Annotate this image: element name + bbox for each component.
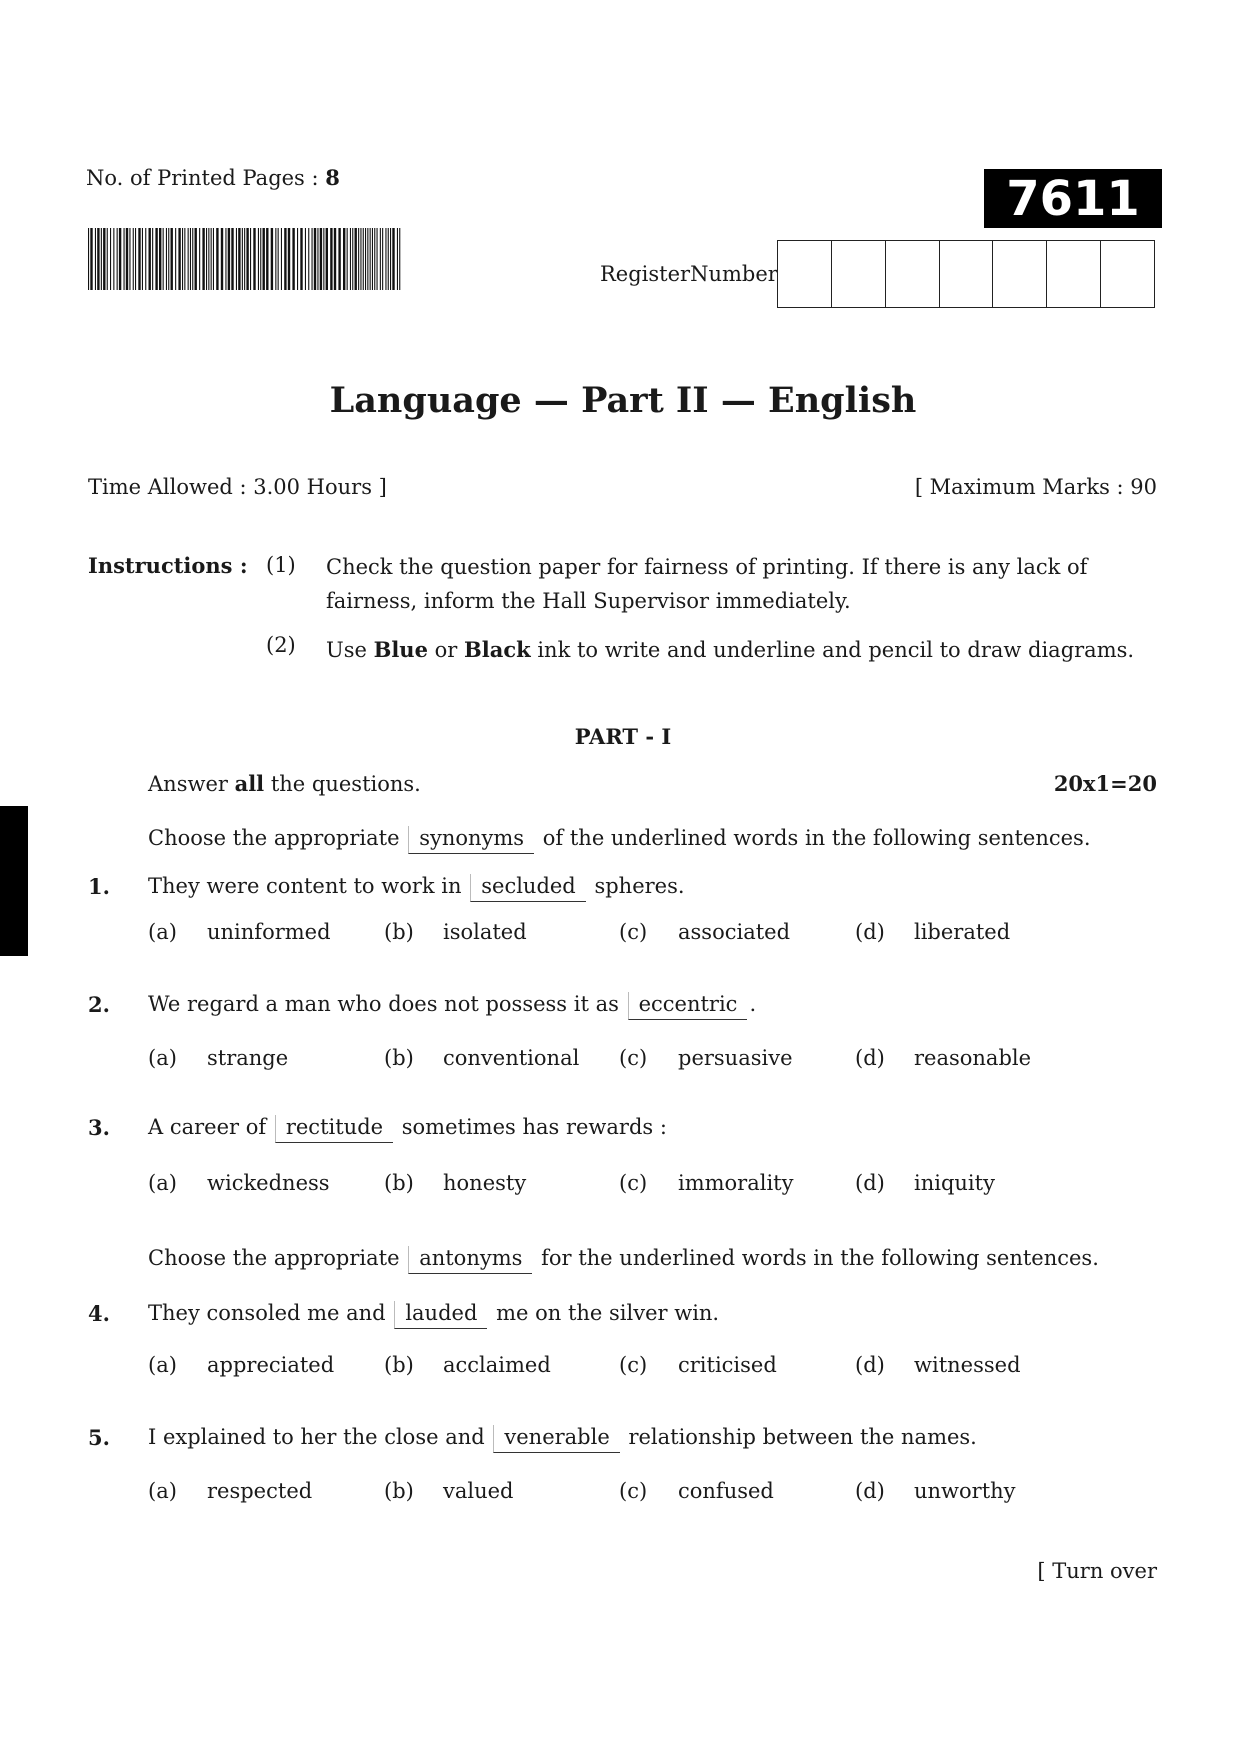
section-text: for the underlined words in the following sentences. <box>541 1246 1099 1270</box>
option-text: strange <box>207 1046 289 1070</box>
option-label: (a) <box>148 1479 177 1503</box>
instruction-text-part: Use <box>326 638 374 662</box>
printed-pages-label: No. of Printed Pages : <box>86 166 326 190</box>
instruction-text-part: ink to write and underline and pencil to draw diagrams. <box>530 638 1135 662</box>
instruction-text <box>326 633 1134 667</box>
synonyms-section-heading <box>148 826 1091 854</box>
section-keyword: antonyms <box>408 1246 532 1274</box>
option-text: criticised <box>678 1353 777 1377</box>
option-text: conventional <box>443 1046 580 1070</box>
option-label: (b) <box>384 1171 414 1195</box>
paper-title: Language — Part II — English <box>329 380 917 421</box>
question-text <box>148 1301 719 1329</box>
question-text-part: We regard a man who does not possess it as <box>148 992 619 1016</box>
option-text: unworthy <box>914 1479 1016 1503</box>
margin-marker <box>0 806 28 956</box>
register-number-label: RegisterNumber <box>600 262 778 286</box>
question-text <box>148 1115 667 1143</box>
instructions-label: Instructions : <box>88 553 248 578</box>
option-label: (c) <box>619 920 648 944</box>
maximum-marks: [ Maximum Marks : 90 <box>914 475 1157 499</box>
turn-over-note: [ Turn over <box>1037 1559 1157 1583</box>
option-text: liberated <box>914 920 1011 944</box>
option-text: honesty <box>443 1171 527 1195</box>
question-number: 5. <box>88 1425 110 1450</box>
instruction-text: Check the question paper for fairness of printing. If there is any lack of fairness, inform the Hall Supervisor immediately. <box>326 555 1088 613</box>
option-label: (d) <box>855 1171 885 1195</box>
register-digit-box[interactable] <box>831 241 885 307</box>
option-text: acclaimed <box>443 1353 551 1377</box>
option-text: wickedness <box>207 1171 330 1195</box>
antonyms-section-heading <box>148 1246 1099 1274</box>
register-digit-box[interactable] <box>1100 241 1154 307</box>
section-text: Choose the appropriate <box>148 826 400 850</box>
question-text <box>148 1425 977 1453</box>
register-number-boxes[interactable] <box>777 240 1155 308</box>
question-number: 1. <box>88 874 110 899</box>
option-label: (b) <box>384 1353 414 1377</box>
option-label: (a) <box>148 1353 177 1377</box>
option-label: (c) <box>619 1171 648 1195</box>
answer-text-part: Answer <box>148 772 235 796</box>
option-label: (d) <box>855 1479 885 1503</box>
question-keyword: rectitude <box>275 1115 393 1143</box>
time-allowed: Time Allowed : 3.00 Hours ] <box>88 475 387 499</box>
option-label: (a) <box>148 920 177 944</box>
part-heading: PART - I <box>574 724 672 749</box>
option-label: (d) <box>855 920 885 944</box>
option-label: (c) <box>619 1353 648 1377</box>
section-text: of the underlined words in the following sentences. <box>542 826 1091 850</box>
question-text <box>148 992 756 1020</box>
option-text: witnessed <box>914 1353 1021 1377</box>
question-number: 4. <box>88 1301 110 1326</box>
option-text: associated <box>678 920 791 944</box>
option-label: (c) <box>619 1046 648 1070</box>
instruction-number: (2) <box>266 633 296 657</box>
question-text-part: They were content to work in <box>148 874 462 898</box>
question-keyword: lauded <box>394 1301 487 1329</box>
answer-text-part: the questions. <box>264 772 421 796</box>
option-text: appreciated <box>207 1353 335 1377</box>
option-text: respected <box>207 1479 313 1503</box>
option-text: confused <box>678 1479 774 1503</box>
question-keyword: secluded <box>470 874 586 902</box>
register-digit-box[interactable] <box>778 241 831 307</box>
instruction-bold-black: Black <box>463 637 531 662</box>
instruction-number: (1) <box>266 553 296 577</box>
question-keyword: venerable <box>493 1425 619 1453</box>
option-label: (b) <box>384 1479 414 1503</box>
answer-bold: all <box>234 771 265 796</box>
printed-pages-line <box>86 165 340 190</box>
question-keyword: eccentric <box>628 992 748 1020</box>
printed-pages-value: 8 <box>325 165 340 190</box>
question-text-part: sometimes has rewards : <box>401 1115 667 1139</box>
answer-instruction <box>148 771 421 796</box>
option-label: (b) <box>384 1046 414 1070</box>
option-label: (a) <box>148 1171 177 1195</box>
register-digit-box[interactable] <box>992 241 1046 307</box>
barcode-icon <box>88 228 402 290</box>
question-number: 2. <box>88 992 110 1017</box>
question-text-part: me on the silver win. <box>496 1301 720 1325</box>
question-text <box>148 874 685 902</box>
option-text: isolated <box>443 920 527 944</box>
question-text-part: relationship between the names. <box>628 1425 977 1449</box>
register-digit-box[interactable] <box>1046 241 1100 307</box>
question-text-part: . <box>749 992 757 1016</box>
question-text-part: I explained to her the close and <box>148 1425 485 1449</box>
option-label: (b) <box>384 920 414 944</box>
section-keyword: synonyms <box>408 826 534 854</box>
option-text: iniquity <box>914 1171 995 1195</box>
option-label: (a) <box>148 1046 177 1070</box>
option-text: immorality <box>678 1171 794 1195</box>
section-text: Choose the appropriate <box>148 1246 400 1270</box>
option-text: uninformed <box>207 920 331 944</box>
question-text-part: They consoled me and <box>148 1301 386 1325</box>
option-text: reasonable <box>914 1046 1032 1070</box>
option-label: (c) <box>619 1479 648 1503</box>
option-label: (d) <box>855 1046 885 1070</box>
option-label: (d) <box>855 1353 885 1377</box>
register-digit-box[interactable] <box>885 241 939 307</box>
question-text-part: spheres. <box>594 874 685 898</box>
question-text-part: A career of <box>148 1115 267 1139</box>
instruction-text-part: or <box>427 638 464 662</box>
part-marks: 20x1=20 <box>1053 771 1157 796</box>
option-text: persuasive <box>678 1046 793 1070</box>
register-digit-box[interactable] <box>939 241 993 307</box>
instruction-bold-blue: Blue <box>373 637 428 662</box>
paper-code-badge: 7611 <box>984 169 1162 228</box>
question-number: 3. <box>88 1115 110 1140</box>
option-text: valued <box>443 1479 514 1503</box>
